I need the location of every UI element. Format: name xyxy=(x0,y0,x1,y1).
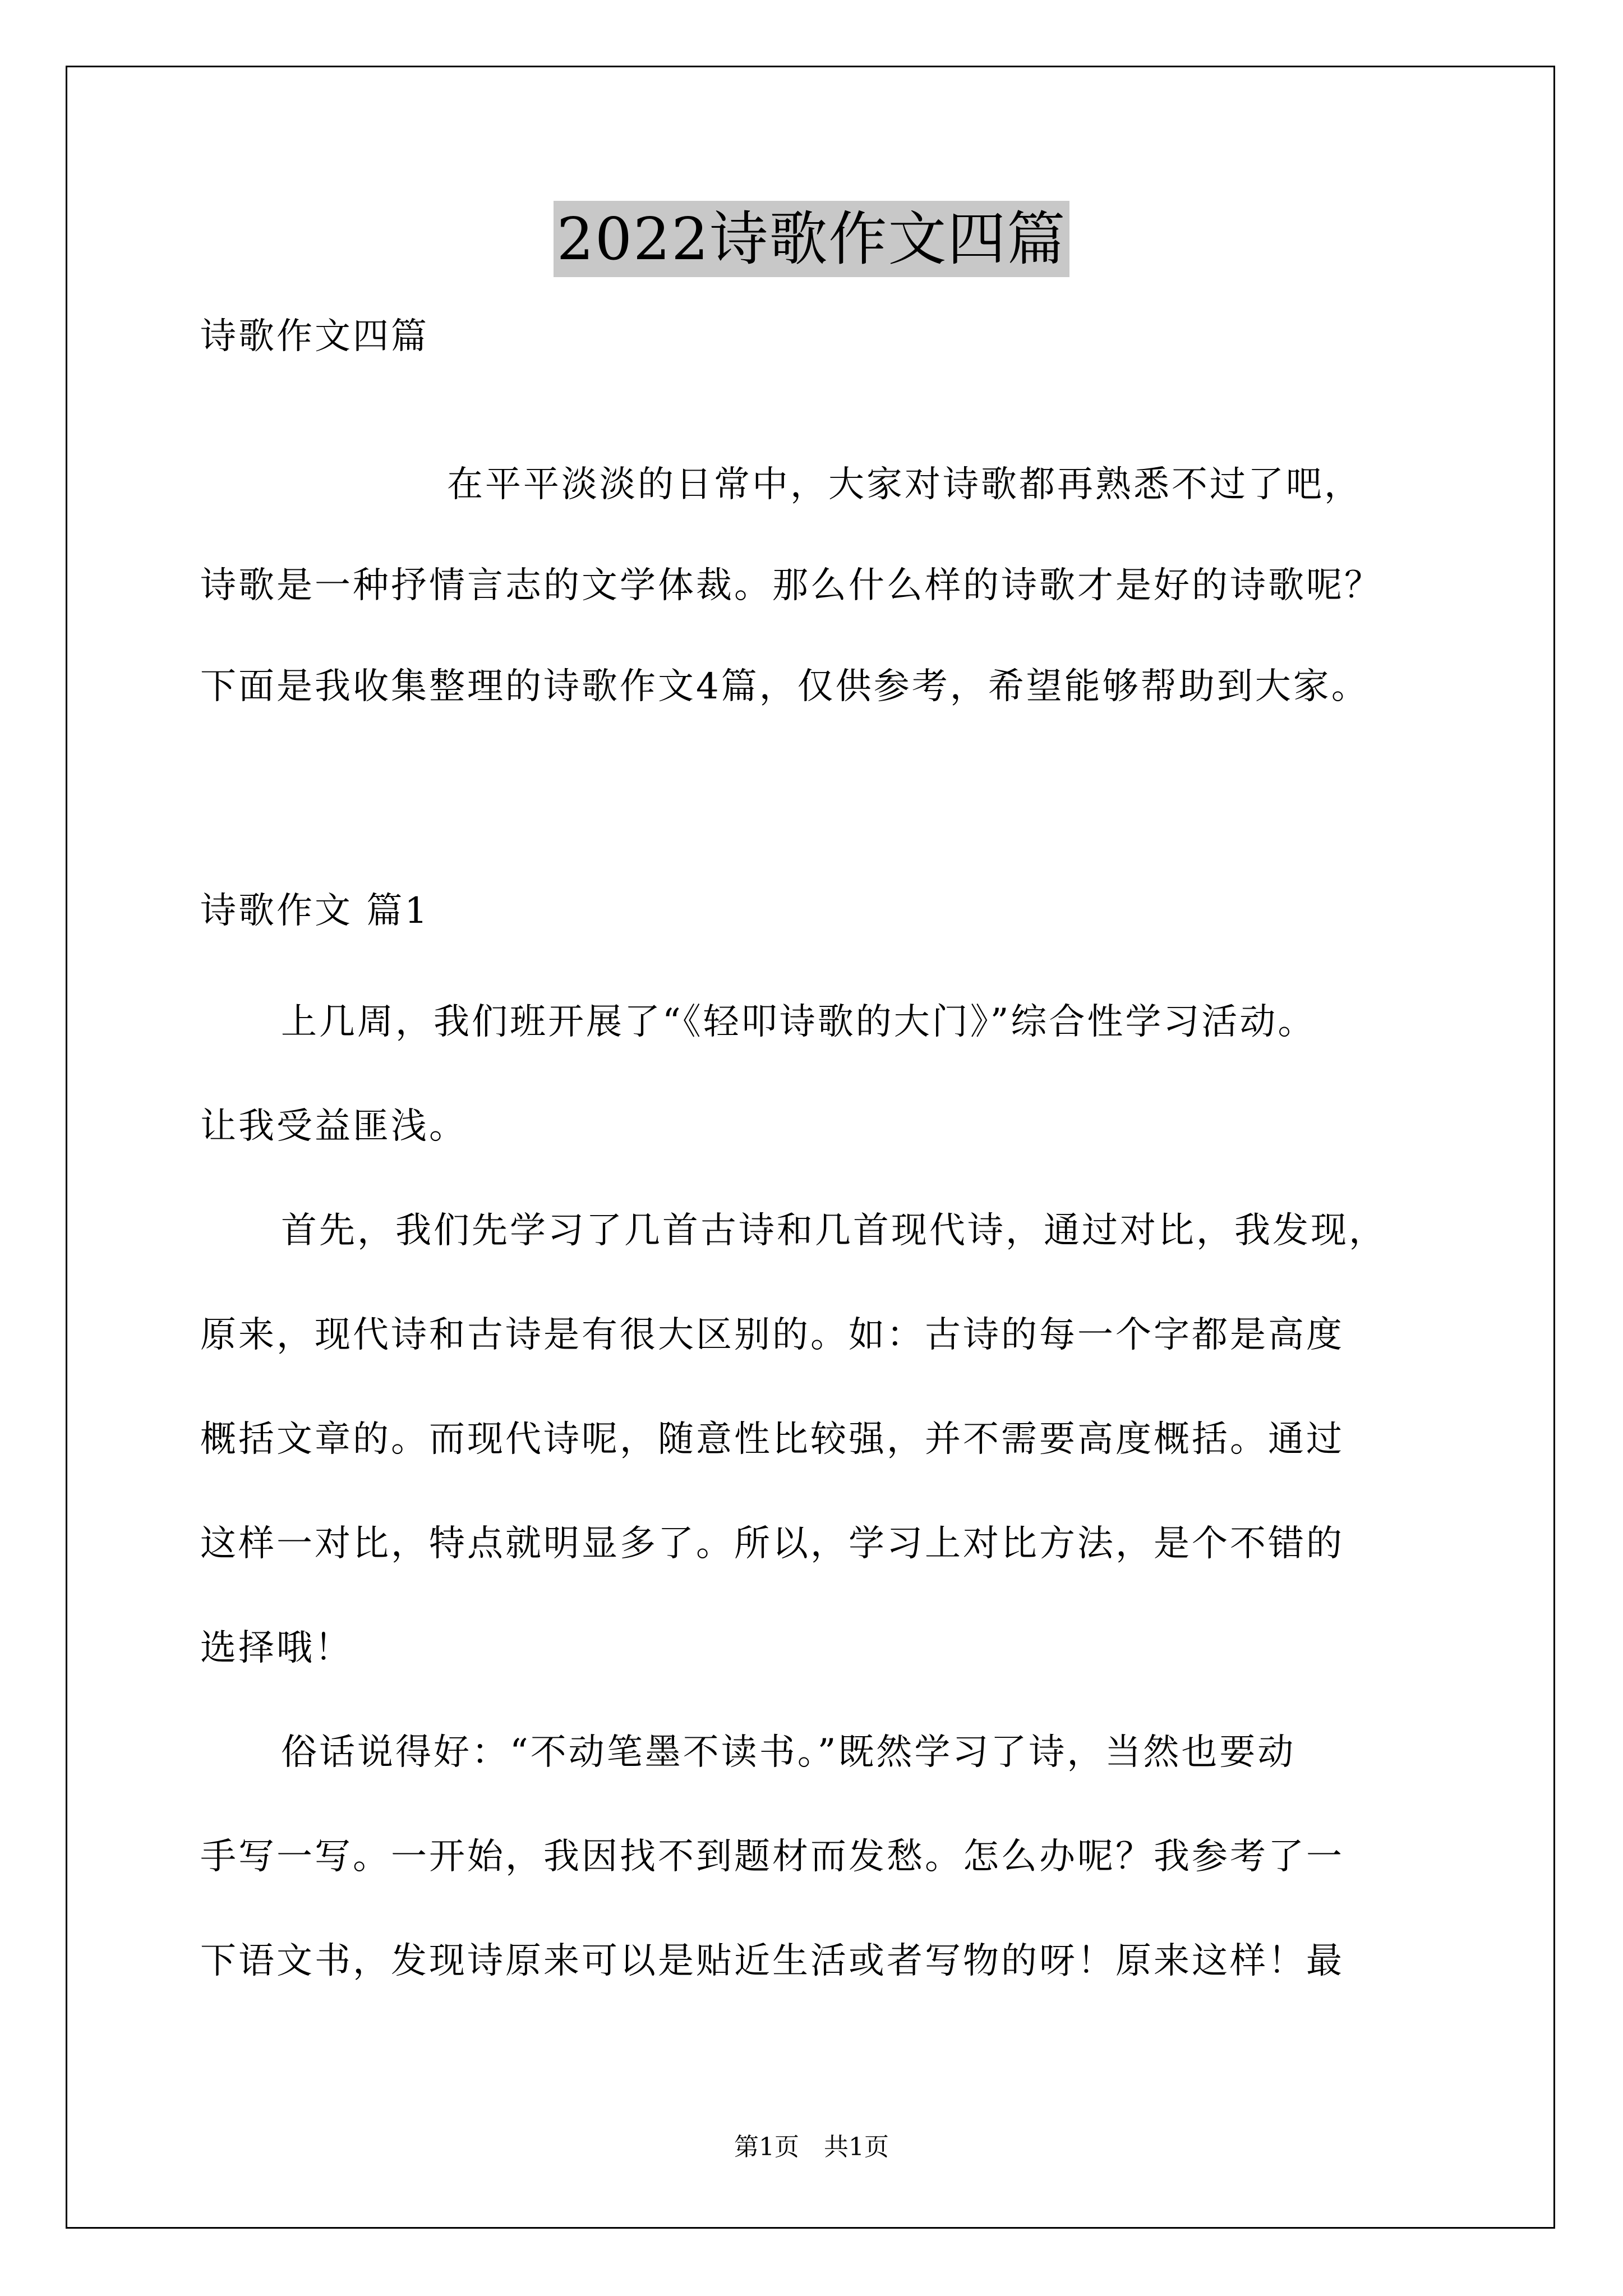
body-line-3: 首先，我们先学习了几首古诗和几首现代诗，通过对比，我发现， xyxy=(281,1210,1387,1251)
body-line-9: 手写一写。一开始，我因找不到题材而发愁。怎么办呢？我参考了一 xyxy=(200,1836,1344,1878)
body-line-1: 上几周，我们班开展了“《轻叩诗歌的大门》”综合性学习活动。 xyxy=(281,1001,1316,1043)
intro-line-2: 诗歌是一种抒情言志的文学体裁。那么什么样的诗歌才是好的诗歌呢？ xyxy=(200,565,1382,606)
body-line-7: 选择哦！ xyxy=(200,1627,353,1669)
body-line-5: 概括文章的。而现代诗呢，随意性比较强，并不需要高度概括。通过 xyxy=(200,1419,1344,1460)
body-line-4: 原来，现代诗和古诗是有很大区别的。如：古诗的每一个字都是高度 xyxy=(200,1314,1344,1356)
body-line-8: 俗话说得好：“不动笔墨不读书。”既然学习了诗，当然也要动 xyxy=(281,1732,1296,1773)
body-line-10: 下语文书，发现诗原来可以是贴近生活或者写物的呀！原来这样！最 xyxy=(200,1940,1344,1982)
body-line-6: 这样一对比，特点就明显多了。所以，学习上对比方法，是个不错的 xyxy=(200,1523,1344,1565)
document-subtitle: 诗歌作文四篇 xyxy=(200,316,429,357)
title-container xyxy=(0,201,1623,277)
intro-line-3: 下面是我收集整理的诗歌作文4篇，仅供参考，希望能够帮助到大家。 xyxy=(200,666,1370,707)
body-line-2: 让我受益匪浅。 xyxy=(200,1106,467,1147)
section-heading: 诗歌作文 篇1 xyxy=(200,890,430,932)
document-title: 2022诗歌作文四篇 xyxy=(554,201,1070,277)
page-number: 第1页 共1页 xyxy=(734,2133,889,2161)
intro-line-1: 在平平淡淡的日常中，大家对诗歌都再熟悉不过了吧， xyxy=(447,464,1362,505)
